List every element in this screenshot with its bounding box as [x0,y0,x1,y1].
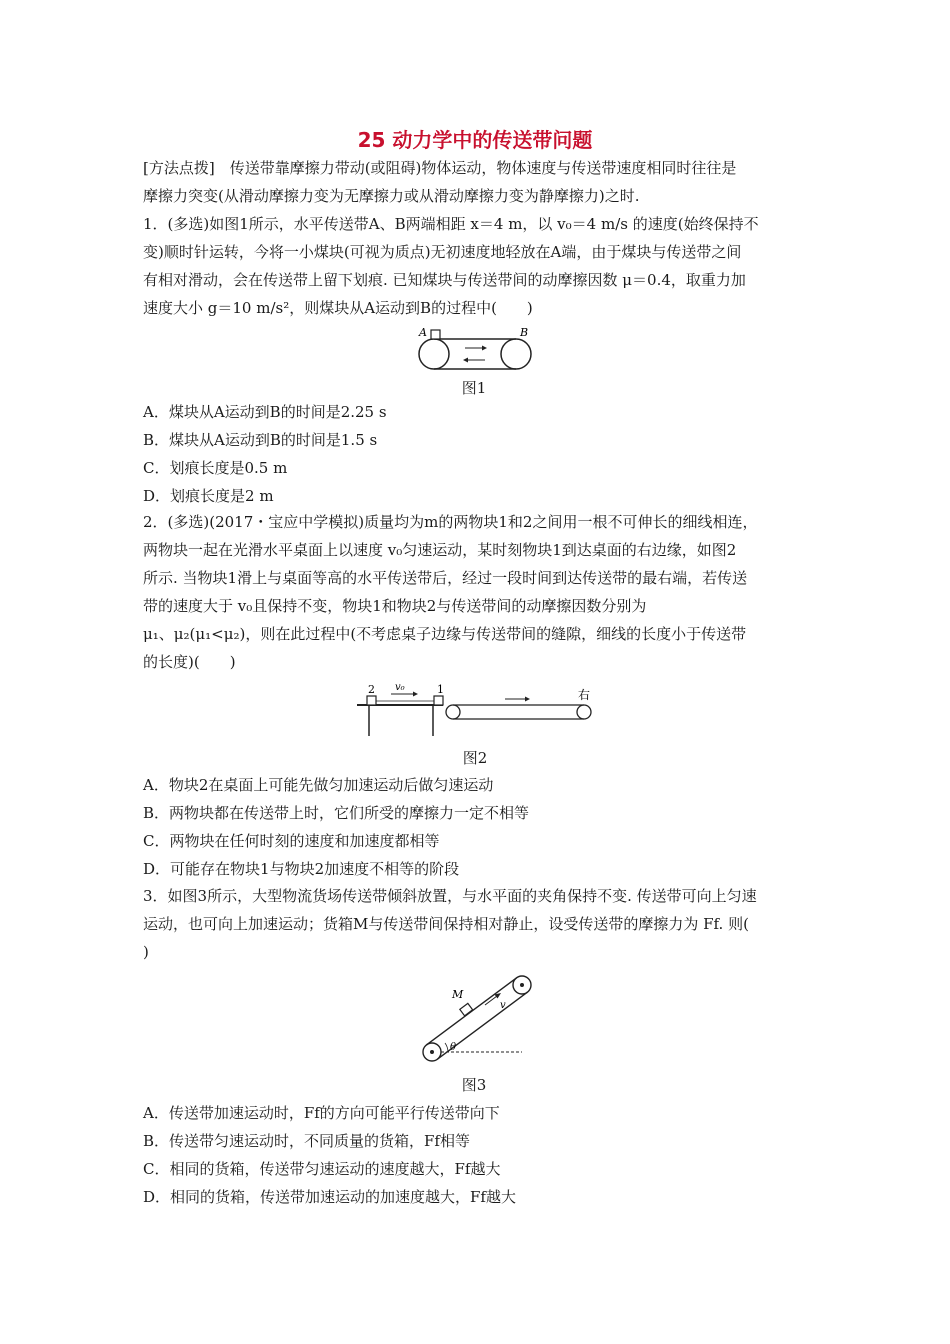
q3-option-a: A．传送带加速运动时，Ff的方向可能平行传送带向下 [143,1104,500,1122]
text-line: 有相对滑动，会在传送带上留下划痕. 已知煤块与传送带间的动摩擦因数 μ＝0.4，取重力加 [143,271,746,289]
block-1 [434,696,443,705]
text-line: 所示. 当物块1滑上与桌面等高的水平传送带后，经过一段时间到达传送带的最右端，若传送 [143,569,748,587]
right-pulley [577,705,591,719]
q2-option-a: A．物块2在桌面上可能先做匀加速运动后做匀速运动 [143,776,494,794]
bottom-pulley-axle [430,1050,434,1054]
text-line: 2．(多选)(2017・宝应中学模拟)质量均为m的两物块1和2之间用一根不可伸长的细线相连， [143,513,758,531]
label-v: v [500,1000,506,1011]
figure-2-caption: 图2 [462,749,488,767]
question-2-stem [143,508,823,676]
label-theta: θ [450,1042,457,1053]
q2-option-c: C．两物块在任何时刻的速度和加速度都相等 [143,832,440,850]
arrow-right-icon [482,346,487,351]
arrow-left-icon [463,358,468,363]
text-line: μ₁、μ₂(μ₁<μ₂)，则在此过程中(不考虑桌子边缘与传送带间的缝隙，细线的长度小于传送带 [143,625,747,643]
text-line: 3．如图3所示，大型物流货场传送带倾斜放置，与水平面的夹角保持不变. 传送带可向上匀速 [143,887,757,905]
top-pulley-axle [520,983,524,987]
text-line: 运动，也可向上加速运动；货箱M与传送带间保持相对静止，设受传送带的摩擦力为 Ff. 则( [143,915,749,933]
page-title: 25 动力学中的传送带问题 [357,128,593,152]
label-right: 右 [578,688,591,702]
figure-1-caption: 图1 [461,379,487,397]
label-v0: v₀ [395,682,405,693]
question-3-stem [143,882,823,966]
text-line: 速度大小 g＝10 m/s²，则煤块从A运动到B的过程中( ) [143,299,533,317]
figure-1-conveyor-diagram [410,322,540,374]
left-pulley [419,339,449,369]
q2-option-d: D．可能存在物块1与物块2加速度不相等的阶段 [143,860,460,878]
q2-option-b: B．两物块都在传送带上时，它们所受的摩擦力一定不相等 [143,804,530,822]
text-line: 的长度)( ) [143,653,236,671]
q3-option-d: D．相同的货箱，传送带加速运动的加速度越大，Ff越大 [143,1188,516,1206]
text-line: 1．(多选)如图1所示，水平传送带A、B两端相距 x＝4 m，以 v₀＝4 m/s 的速度(始终保持不 [143,215,759,233]
coal-block [431,330,440,339]
block-2 [367,696,376,705]
text-line: [方法点拨] 传送带靠摩擦力带动(或阻碍)物体运动，物体速度与传送带速度相同时往往是 [143,159,737,177]
question-1-stem [143,210,823,322]
label-a: A [419,326,427,339]
left-pulley [446,705,460,719]
q1-option-a: A．煤块从A运动到B的时间是2.25 s [143,403,387,421]
cargo-box-group [460,1003,473,1015]
figure-3-inclined-conveyor [410,968,540,1068]
label-b: B [520,326,529,339]
q1-option-c: C．划痕长度是0.5 m [143,459,288,477]
figure-3-caption: 图3 [461,1076,487,1094]
label-m: M [452,988,464,1001]
text-line: 变)顺时针运转，今将一小煤块(可视为质点)无初速度地轻放在A端，由于煤块与传送带之间 [143,243,742,261]
angle-arc [445,1043,448,1052]
text-line: 摩擦力突变(从滑动摩擦力变为无摩擦力或从滑动摩擦力变为静摩擦力)之时. [143,187,640,205]
label-block-1: 1 [437,683,444,696]
q3-option-c: C．相同的货箱，传送带匀速运动的速度越大，Ff越大 [143,1160,501,1178]
cargo-box [460,1003,473,1015]
label-block-2: 2 [368,683,375,696]
right-pulley [501,339,531,369]
figure-2-table-and-conveyor [355,680,605,740]
velocity-arrow-icon [413,692,418,697]
text-line: ) [143,943,149,961]
text-line: 带的速度大于 v₀且保持不变，物块1和物块2与传送带间的动摩擦因数分别为 [143,597,647,615]
q1-option-b: B．煤块从A运动到B的时间是1.5 s [143,431,378,449]
q3-option-b: B．传送带匀速运动时，不同质量的货箱，Ff相等 [143,1132,470,1150]
q1-option-d: D．划痕长度是2 m [143,487,274,505]
text-line: 两物块一起在光滑水平桌面上以速度 v₀匀速运动，某时刻物块1到达桌面的右边缘，如图2 [143,541,737,559]
belt-direction-icon [525,697,530,702]
method-note [143,154,823,210]
